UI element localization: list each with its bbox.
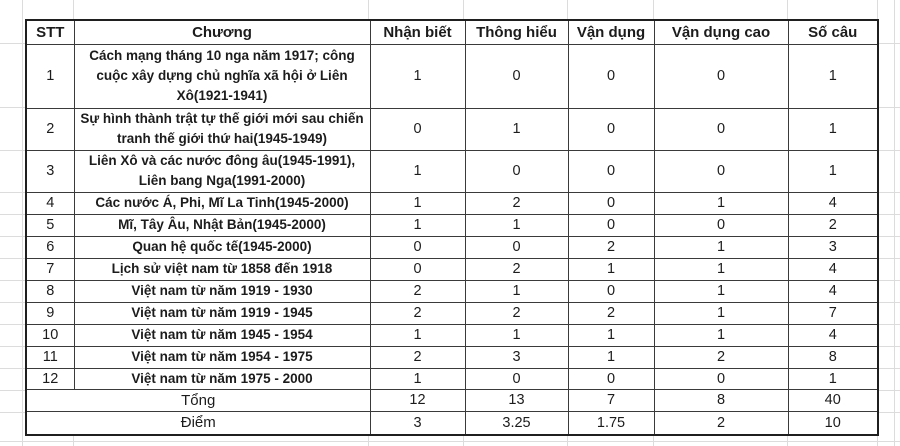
points-van-dung-cao: 2 (654, 411, 788, 435)
gridline (0, 441, 900, 442)
chapter-row (26, 368, 878, 389)
cell-chapter: Sự hình thành trật tự thế giới mới sau chiến tranh thế giới thứ hai(1945-1949) (74, 108, 370, 150)
cell-nhan-biet: 2 (370, 280, 465, 302)
cell-so-cau: 4 (788, 280, 878, 302)
cell-thong-hieu: 0 (465, 150, 568, 192)
cell-so-cau: 8 (788, 346, 878, 368)
cell-so-cau: 1 (788, 108, 878, 150)
cell-so-cau: 4 (788, 192, 878, 214)
column-header-nhan-biet: Nhận biết (370, 20, 465, 44)
chapter-row (26, 150, 878, 192)
cell-nhan-biet: 2 (370, 302, 465, 324)
cell-van-dung-cao: 0 (654, 214, 788, 236)
gridline (894, 0, 895, 446)
cell-chapter: Các nước Á, Phi, Mĩ La Tinh(1945-2000) (74, 192, 370, 214)
column-header-van-dung-cao: Vận dụng cao (654, 20, 788, 44)
cell-van-dung-cao: 2 (654, 346, 788, 368)
cell-chapter: Việt nam từ năm 1945 - 1954 (74, 324, 370, 346)
cell-chapter: Việt nam từ năm 1919 - 1945 (74, 302, 370, 324)
cell-so-cau: 2 (788, 214, 878, 236)
exam-matrix-table (25, 19, 879, 436)
points-row (26, 411, 878, 435)
cell-thong-hieu: 0 (465, 236, 568, 258)
cell-nhan-biet: 0 (370, 258, 465, 280)
cell-chapter: Việt nam từ năm 1954 - 1975 (74, 346, 370, 368)
chapter-row (26, 44, 878, 108)
cell-chapter: Việt nam từ năm 1975 - 2000 (74, 368, 370, 389)
cell-stt: 3 (26, 150, 74, 192)
cell-van-dung: 0 (568, 280, 654, 302)
cell-nhan-biet: 1 (370, 368, 465, 389)
cell-van-dung-cao: 1 (654, 236, 788, 258)
cell-chapter: Lịch sử việt nam từ 1858 đến 1918 (74, 258, 370, 280)
cell-thong-hieu: 2 (465, 258, 568, 280)
cell-so-cau: 4 (788, 324, 878, 346)
header-row (26, 20, 878, 44)
cell-nhan-biet: 1 (370, 150, 465, 192)
cell-stt: 9 (26, 302, 74, 324)
cell-chapter: Liên Xô và các nước đông âu(1945-1991), Liên bang Nga(1991-2000) (74, 150, 370, 192)
cell-stt: 5 (26, 214, 74, 236)
cell-so-cau: 1 (788, 44, 878, 108)
totals-nhan-biet: 12 (370, 389, 465, 411)
cell-thong-hieu: 0 (465, 44, 568, 108)
points-label: Điểm (26, 411, 370, 435)
totals-row (26, 389, 878, 411)
cell-van-dung: 0 (568, 150, 654, 192)
cell-nhan-biet: 1 (370, 44, 465, 108)
cell-nhan-biet: 1 (370, 214, 465, 236)
cell-stt: 1 (26, 44, 74, 108)
column-header-van-dung: Vận dụng (568, 20, 654, 44)
chapter-row (26, 214, 878, 236)
cell-thong-hieu: 1 (465, 280, 568, 302)
cell-van-dung: 1 (568, 258, 654, 280)
cell-van-dung: 2 (568, 236, 654, 258)
cell-so-cau: 1 (788, 150, 878, 192)
cell-van-dung: 1 (568, 346, 654, 368)
cell-stt: 2 (26, 108, 74, 150)
cell-thong-hieu: 0 (465, 368, 568, 389)
totals-thong-hieu: 13 (465, 389, 568, 411)
points-so-cau: 10 (788, 411, 878, 435)
cell-van-dung: 0 (568, 368, 654, 389)
cell-chapter: Cách mạng tháng 10 nga năm 1917; công cuộc xây dựng chủ nghĩa xã hội ở Liên Xô(1921-1941) (74, 44, 370, 108)
points-thong-hieu: 3.25 (465, 411, 568, 435)
chapter-row (26, 280, 878, 302)
totals-label: Tổng (26, 389, 370, 411)
gridline (22, 0, 23, 446)
cell-van-dung-cao: 0 (654, 150, 788, 192)
chapter-row (26, 302, 878, 324)
chapter-row (26, 108, 878, 150)
cell-van-dung-cao: 1 (654, 192, 788, 214)
cell-thong-hieu: 1 (465, 214, 568, 236)
cell-chapter: Quan hệ quốc tế(1945-2000) (74, 236, 370, 258)
cell-van-dung-cao: 1 (654, 280, 788, 302)
cell-chapter: Mĩ, Tây Âu, Nhật Bản(1945-2000) (74, 214, 370, 236)
cell-nhan-biet: 2 (370, 346, 465, 368)
cell-van-dung-cao: 1 (654, 324, 788, 346)
cell-nhan-biet: 1 (370, 324, 465, 346)
cell-so-cau: 4 (788, 258, 878, 280)
totals-so-cau: 40 (788, 389, 878, 411)
cell-nhan-biet: 1 (370, 192, 465, 214)
cell-van-dung: 1 (568, 324, 654, 346)
column-header-so-cau: Số câu (788, 20, 878, 44)
column-header-chapter: Chương (74, 20, 370, 44)
cell-stt: 7 (26, 258, 74, 280)
cell-so-cau: 1 (788, 368, 878, 389)
points-van-dung: 1.75 (568, 411, 654, 435)
cell-nhan-biet: 0 (370, 236, 465, 258)
cell-stt: 8 (26, 280, 74, 302)
cell-stt: 4 (26, 192, 74, 214)
chapter-row (26, 236, 878, 258)
cell-stt: 11 (26, 346, 74, 368)
cell-van-dung-cao: 1 (654, 302, 788, 324)
cell-van-dung: 0 (568, 108, 654, 150)
chapter-row (26, 346, 878, 368)
cell-chapter: Việt nam từ năm 1919 - 1930 (74, 280, 370, 302)
cell-thong-hieu: 2 (465, 192, 568, 214)
chapter-row (26, 258, 878, 280)
cell-stt: 10 (26, 324, 74, 346)
cell-van-dung: 2 (568, 302, 654, 324)
column-header-thong-hieu: Thông hiểu (465, 20, 568, 44)
cell-van-dung: 0 (568, 214, 654, 236)
points-nhan-biet: 3 (370, 411, 465, 435)
cell-so-cau: 7 (788, 302, 878, 324)
cell-thong-hieu: 1 (465, 108, 568, 150)
cell-stt: 6 (26, 236, 74, 258)
chapter-row (26, 192, 878, 214)
cell-thong-hieu: 3 (465, 346, 568, 368)
cell-van-dung-cao: 0 (654, 368, 788, 389)
cell-so-cau: 3 (788, 236, 878, 258)
cell-thong-hieu: 1 (465, 324, 568, 346)
totals-van-dung-cao: 8 (654, 389, 788, 411)
cell-van-dung-cao: 0 (654, 108, 788, 150)
cell-van-dung-cao: 1 (654, 258, 788, 280)
column-header-stt: STT (26, 20, 74, 44)
chapter-row (26, 324, 878, 346)
cell-van-dung: 0 (568, 44, 654, 108)
cell-van-dung: 0 (568, 192, 654, 214)
cell-van-dung-cao: 0 (654, 44, 788, 108)
cell-nhan-biet: 0 (370, 108, 465, 150)
totals-van-dung: 7 (568, 389, 654, 411)
cell-thong-hieu: 2 (465, 302, 568, 324)
cell-stt: 12 (26, 368, 74, 389)
